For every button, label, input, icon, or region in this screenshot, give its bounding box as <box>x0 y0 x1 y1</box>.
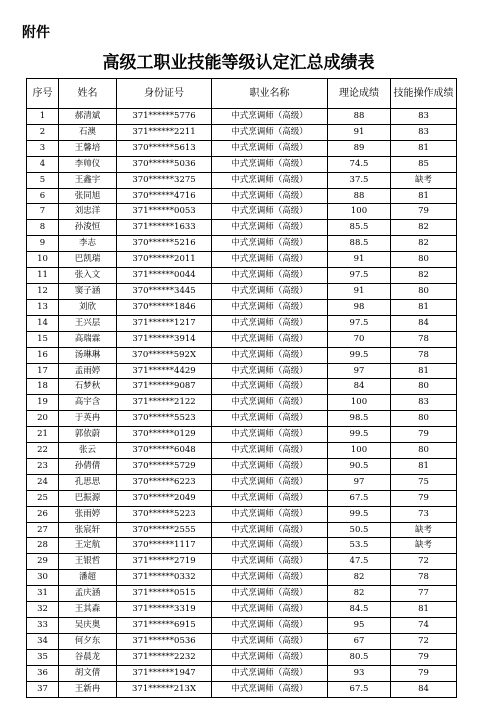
table-row <box>27 109 457 125</box>
page-title: 高级工职业技能等级认定汇总成绩表 <box>102 53 375 73</box>
cell-id-number: 371******4429 <box>117 363 212 379</box>
cell-id-number: 370******5216 <box>117 236 212 252</box>
cell-seq: 3 <box>27 140 59 156</box>
cell-occupation: 中式烹调师（高级） <box>212 458 328 474</box>
cell-seq: 24 <box>27 474 59 490</box>
cell-name: 王其森 <box>59 602 117 618</box>
table-row <box>27 522 457 538</box>
cell-skill-score: 77 <box>391 586 457 602</box>
cell-occupation: 中式烹调师（高级） <box>212 331 328 347</box>
cell-theory-score: 89 <box>328 140 391 156</box>
cell-skill-score: 80 <box>391 411 457 427</box>
cell-occupation: 中式烹调师（高级） <box>212 602 328 618</box>
table-row <box>27 299 457 315</box>
cell-skill-score: 81 <box>391 188 457 204</box>
table-row <box>27 570 457 586</box>
cell-skill-score: 80 <box>391 252 457 268</box>
cell-skill-score: 80 <box>391 443 457 459</box>
cell-seq: 4 <box>27 156 59 172</box>
cell-occupation: 中式烹调师（高级） <box>212 156 328 172</box>
cell-seq: 27 <box>27 522 59 538</box>
cell-skill-score: 79 <box>391 665 457 681</box>
cell-theory-score: 82 <box>328 586 391 602</box>
cell-name: 张雨婷 <box>59 506 117 522</box>
cell-name: 石梦秋 <box>59 379 117 395</box>
cell-name: 王定航 <box>59 538 117 554</box>
cell-seq: 7 <box>27 204 59 220</box>
cell-name: 窦子涵 <box>59 283 117 299</box>
cell-seq: 16 <box>27 347 59 363</box>
cell-seq: 14 <box>27 315 59 331</box>
cell-skill-score: 82 <box>391 220 457 236</box>
attachment-label: 附件 <box>22 25 50 41</box>
header-seq: 序号 <box>27 79 59 109</box>
cell-skill-score: 72 <box>391 633 457 649</box>
table-row <box>27 379 457 395</box>
cell-id-number: 370******5223 <box>117 506 212 522</box>
cell-theory-score: 93 <box>328 665 391 681</box>
cell-theory-score: 53.5 <box>328 538 391 554</box>
cell-id-number: 371******5776 <box>117 109 212 125</box>
cell-occupation: 中式烹调师（高级） <box>212 220 328 236</box>
cell-occupation: 中式烹调师（高级） <box>212 443 328 459</box>
cell-skill-score: 78 <box>391 331 457 347</box>
cell-name: 孔思思 <box>59 474 117 490</box>
cell-id-number: 370******1117 <box>117 538 212 554</box>
cell-name: 石澳 <box>59 124 117 140</box>
table-row <box>27 363 457 379</box>
table-row <box>27 538 457 554</box>
cell-theory-score: 100 <box>328 395 391 411</box>
cell-name: 孟庆涵 <box>59 586 117 602</box>
cell-theory-score: 100 <box>328 204 391 220</box>
cell-occupation: 中式烹调师（高级） <box>212 268 328 284</box>
cell-seq: 17 <box>27 363 59 379</box>
cell-id-number: 370******592X <box>117 347 212 363</box>
header-skill-score: 技能操作成绩 <box>391 79 457 109</box>
cell-seq: 1 <box>27 109 59 125</box>
cell-theory-score: 91 <box>328 252 391 268</box>
cell-skill-score: 79 <box>391 649 457 665</box>
cell-occupation: 中式烹调师（高级） <box>212 649 328 665</box>
cell-seq: 22 <box>27 443 59 459</box>
cell-seq: 37 <box>27 681 59 697</box>
cell-theory-score: 84.5 <box>328 602 391 618</box>
cell-skill-score: 83 <box>391 124 457 140</box>
cell-id-number: 371******6915 <box>117 618 212 634</box>
cell-name: 高宇含 <box>59 395 117 411</box>
cell-theory-score: 80.5 <box>328 649 391 665</box>
table-row <box>27 395 457 411</box>
cell-seq: 11 <box>27 268 59 284</box>
cell-name: 潘超 <box>59 570 117 586</box>
cell-occupation: 中式烹调师（高级） <box>212 315 328 331</box>
cell-seq: 19 <box>27 395 59 411</box>
cell-occupation: 中式烹调师（高级） <box>212 379 328 395</box>
cell-id-number: 370******5523 <box>117 411 212 427</box>
cell-skill-score: 84 <box>391 681 457 697</box>
cell-id-number: 370******6223 <box>117 474 212 490</box>
cell-occupation: 中式烹调师（高级） <box>212 299 328 315</box>
cell-skill-score: 80 <box>391 283 457 299</box>
cell-skill-score: 81 <box>391 363 457 379</box>
table-row <box>27 220 457 236</box>
cell-name: 张云 <box>59 443 117 459</box>
cell-skill-score: 78 <box>391 347 457 363</box>
cell-id-number: 371******2122 <box>117 395 212 411</box>
cell-id-number: 371******3319 <box>117 602 212 618</box>
cell-seq: 15 <box>27 331 59 347</box>
cell-skill-score: 81 <box>391 458 457 474</box>
table-row <box>27 268 457 284</box>
header-id-number: 身份证号 <box>117 79 212 109</box>
table-row <box>27 474 457 490</box>
cell-occupation: 中式烹调师（高级） <box>212 204 328 220</box>
cell-name: 汤琳琳 <box>59 347 117 363</box>
table-row <box>27 315 457 331</box>
cell-theory-score: 67.5 <box>328 490 391 506</box>
cell-id-number: 370******3445 <box>117 283 212 299</box>
cell-seq: 30 <box>27 570 59 586</box>
cell-skill-score: 81 <box>391 140 457 156</box>
cell-name: 刘忠洋 <box>59 204 117 220</box>
cell-theory-score: 47.5 <box>328 554 391 570</box>
table-row <box>27 188 457 204</box>
cell-seq: 12 <box>27 283 59 299</box>
cell-name: 王鑫宇 <box>59 172 117 188</box>
cell-id-number: 371******2719 <box>117 554 212 570</box>
table-row <box>27 347 457 363</box>
cell-theory-score: 99.5 <box>328 506 391 522</box>
cell-seq: 36 <box>27 665 59 681</box>
cell-seq: 29 <box>27 554 59 570</box>
cell-occupation: 中式烹调师（高级） <box>212 252 328 268</box>
cell-skill-score: 缺考 <box>391 538 457 554</box>
cell-theory-score: 88 <box>328 188 391 204</box>
cell-name: 郝清斌 <box>59 109 117 125</box>
cell-skill-score: 81 <box>391 299 457 315</box>
table-row <box>27 443 457 459</box>
cell-seq: 25 <box>27 490 59 506</box>
cell-id-number: 370******2049 <box>117 490 212 506</box>
cell-name: 孙浚恒 <box>59 220 117 236</box>
cell-skill-score: 73 <box>391 506 457 522</box>
table-body <box>27 109 457 698</box>
table-header-row <box>27 79 457 109</box>
cell-name: 李帅仪 <box>59 156 117 172</box>
cell-name: 孟雨婷 <box>59 363 117 379</box>
table-row <box>27 681 457 697</box>
cell-theory-score: 67 <box>328 633 391 649</box>
cell-id-number: 371******0044 <box>117 268 212 284</box>
cell-occupation: 中式烹调师（高级） <box>212 236 328 252</box>
cell-name: 巴凯瑞 <box>59 252 117 268</box>
cell-seq: 10 <box>27 252 59 268</box>
cell-seq: 23 <box>27 458 59 474</box>
cell-theory-score: 70 <box>328 331 391 347</box>
cell-seq: 35 <box>27 649 59 665</box>
cell-id-number: 371******0332 <box>117 570 212 586</box>
cell-occupation: 中式烹调师（高级） <box>212 474 328 490</box>
cell-occupation: 中式烹调师（高级） <box>212 188 328 204</box>
cell-theory-score: 97.5 <box>328 268 391 284</box>
cell-theory-score: 85.5 <box>328 220 391 236</box>
cell-occupation: 中式烹调师（高级） <box>212 283 328 299</box>
cell-seq: 28 <box>27 538 59 554</box>
cell-name: 王银哲 <box>59 554 117 570</box>
cell-theory-score: 90.5 <box>328 458 391 474</box>
cell-name: 巴振源 <box>59 490 117 506</box>
cell-theory-score: 88 <box>328 109 391 125</box>
cell-skill-score: 缺考 <box>391 172 457 188</box>
cell-skill-score: 80 <box>391 379 457 395</box>
cell-theory-score: 97 <box>328 474 391 490</box>
cell-occupation: 中式烹调师（高级） <box>212 538 328 554</box>
cell-occupation: 中式烹调师（高级） <box>212 618 328 634</box>
cell-occupation: 中式烹调师（高级） <box>212 681 328 697</box>
cell-theory-score: 91 <box>328 124 391 140</box>
cell-occupation: 中式烹调师（高级） <box>212 172 328 188</box>
cell-skill-score: 82 <box>391 236 457 252</box>
cell-seq: 34 <box>27 633 59 649</box>
cell-name: 何夕东 <box>59 633 117 649</box>
cell-seq: 26 <box>27 506 59 522</box>
cell-occupation: 中式烹调师（高级） <box>212 363 328 379</box>
table-row <box>27 331 457 347</box>
cell-occupation: 中式烹调师（高级） <box>212 586 328 602</box>
cell-id-number: 370******4716 <box>117 188 212 204</box>
table-row <box>27 554 457 570</box>
table-row <box>27 283 457 299</box>
cell-id-number: 371******3914 <box>117 331 212 347</box>
cell-name: 张入文 <box>59 268 117 284</box>
cell-skill-score: 81 <box>391 602 457 618</box>
cell-occupation: 中式烹调师（高级） <box>212 570 328 586</box>
cell-skill-score: 79 <box>391 490 457 506</box>
cell-id-number: 371******1217 <box>117 315 212 331</box>
cell-occupation: 中式烹调师（高级） <box>212 522 328 538</box>
cell-skill-score: 78 <box>391 570 457 586</box>
cell-skill-score: 74 <box>391 618 457 634</box>
cell-name: 王馨培 <box>59 140 117 156</box>
cell-id-number: 371******2211 <box>117 124 212 140</box>
table-row <box>27 172 457 188</box>
cell-seq: 33 <box>27 618 59 634</box>
cell-theory-score: 97 <box>328 363 391 379</box>
cell-name: 于英冉 <box>59 411 117 427</box>
cell-theory-score: 98.5 <box>328 411 391 427</box>
cell-id-number: 370******5729 <box>117 458 212 474</box>
table-row <box>27 665 457 681</box>
cell-seq: 5 <box>27 172 59 188</box>
table-row <box>27 506 457 522</box>
table-row <box>27 140 457 156</box>
score-table <box>26 78 457 698</box>
cell-skill-score: 75 <box>391 474 457 490</box>
cell-theory-score: 88.5 <box>328 236 391 252</box>
table-row <box>27 649 457 665</box>
cell-occupation: 中式烹调师（高级） <box>212 506 328 522</box>
cell-id-number: 370******5613 <box>117 140 212 156</box>
cell-theory-score: 84 <box>328 379 391 395</box>
cell-seq: 6 <box>27 188 59 204</box>
cell-occupation: 中式烹调师（高级） <box>212 490 328 506</box>
table-row <box>27 602 457 618</box>
cell-skill-score: 83 <box>391 395 457 411</box>
cell-seq: 8 <box>27 220 59 236</box>
table-row <box>27 633 457 649</box>
cell-theory-score: 67.5 <box>328 681 391 697</box>
cell-id-number: 371******0536 <box>117 633 212 649</box>
cell-id-number: 371******1633 <box>117 220 212 236</box>
cell-occupation: 中式烹调师（高级） <box>212 411 328 427</box>
cell-id-number: 371******2232 <box>117 649 212 665</box>
cell-name: 郭依蔚 <box>59 427 117 443</box>
cell-seq: 32 <box>27 602 59 618</box>
cell-theory-score: 97.5 <box>328 315 391 331</box>
cell-name: 胡文倩 <box>59 665 117 681</box>
cell-seq: 18 <box>27 379 59 395</box>
cell-skill-score: 82 <box>391 268 457 284</box>
cell-name: 刘欣 <box>59 299 117 315</box>
table-row <box>27 252 457 268</box>
cell-theory-score: 50.5 <box>328 522 391 538</box>
cell-occupation: 中式烹调师（高级） <box>212 633 328 649</box>
cell-name: 孙倩倩 <box>59 458 117 474</box>
cell-name: 高瑞霖 <box>59 331 117 347</box>
table-row <box>27 411 457 427</box>
cell-id-number: 371******0053 <box>117 204 212 220</box>
cell-id-number: 370******1846 <box>117 299 212 315</box>
header-name: 姓名 <box>59 79 117 109</box>
cell-occupation: 中式烹调师（高级） <box>212 395 328 411</box>
cell-name: 李志 <box>59 236 117 252</box>
cell-occupation: 中式烹调师（高级） <box>212 665 328 681</box>
table-row <box>27 458 457 474</box>
cell-theory-score: 74.5 <box>328 156 391 172</box>
cell-skill-score: 85 <box>391 156 457 172</box>
cell-skill-score: 72 <box>391 554 457 570</box>
cell-skill-score: 79 <box>391 427 457 443</box>
cell-name: 张宸轩 <box>59 522 117 538</box>
cell-seq: 2 <box>27 124 59 140</box>
cell-seq: 9 <box>27 236 59 252</box>
table-row <box>27 156 457 172</box>
cell-name: 王新冉 <box>59 681 117 697</box>
cell-seq: 21 <box>27 427 59 443</box>
cell-occupation: 中式烹调师（高级） <box>212 554 328 570</box>
cell-occupation: 中式烹调师（高级） <box>212 427 328 443</box>
cell-occupation: 中式烹调师（高级） <box>212 347 328 363</box>
table-row <box>27 236 457 252</box>
cell-seq: 13 <box>27 299 59 315</box>
cell-id-number: 371******9087 <box>117 379 212 395</box>
table-row <box>27 427 457 443</box>
cell-name: 张同旭 <box>59 188 117 204</box>
cell-seq: 20 <box>27 411 59 427</box>
header-theory-score: 理论成绩 <box>328 79 391 109</box>
cell-theory-score: 100 <box>328 443 391 459</box>
cell-theory-score: 98 <box>328 299 391 315</box>
cell-theory-score: 95 <box>328 618 391 634</box>
cell-id-number: 371******0515 <box>117 586 212 602</box>
cell-id-number: 371******1947 <box>117 665 212 681</box>
cell-id-number: 370******3275 <box>117 172 212 188</box>
cell-name: 吴庆奥 <box>59 618 117 634</box>
cell-name: 王兴层 <box>59 315 117 331</box>
cell-occupation: 中式烹调师（高级） <box>212 124 328 140</box>
cell-id-number: 370******5036 <box>117 156 212 172</box>
cell-occupation: 中式烹调师（高级） <box>212 140 328 156</box>
cell-id-number: 370******0129 <box>117 427 212 443</box>
cell-id-number: 370******2555 <box>117 522 212 538</box>
cell-skill-score: 79 <box>391 204 457 220</box>
cell-id-number: 370******2011 <box>117 252 212 268</box>
cell-skill-score: 83 <box>391 109 457 125</box>
cell-theory-score: 82 <box>328 570 391 586</box>
table-row <box>27 490 457 506</box>
cell-theory-score: 99.5 <box>328 427 391 443</box>
cell-theory-score: 99.5 <box>328 347 391 363</box>
cell-seq: 31 <box>27 586 59 602</box>
cell-id-number: 371******213X <box>117 681 212 697</box>
cell-id-number: 370******6048 <box>117 443 212 459</box>
cell-theory-score: 37.5 <box>328 172 391 188</box>
cell-skill-score: 缺考 <box>391 522 457 538</box>
cell-skill-score: 84 <box>391 315 457 331</box>
header-occupation: 职业名称 <box>212 79 328 109</box>
cell-occupation: 中式烹调师（高级） <box>212 109 328 125</box>
cell-theory-score: 91 <box>328 283 391 299</box>
table-row <box>27 586 457 602</box>
table-row <box>27 124 457 140</box>
cell-name: 谷晨龙 <box>59 649 117 665</box>
table-row <box>27 618 457 634</box>
table-row <box>27 204 457 220</box>
